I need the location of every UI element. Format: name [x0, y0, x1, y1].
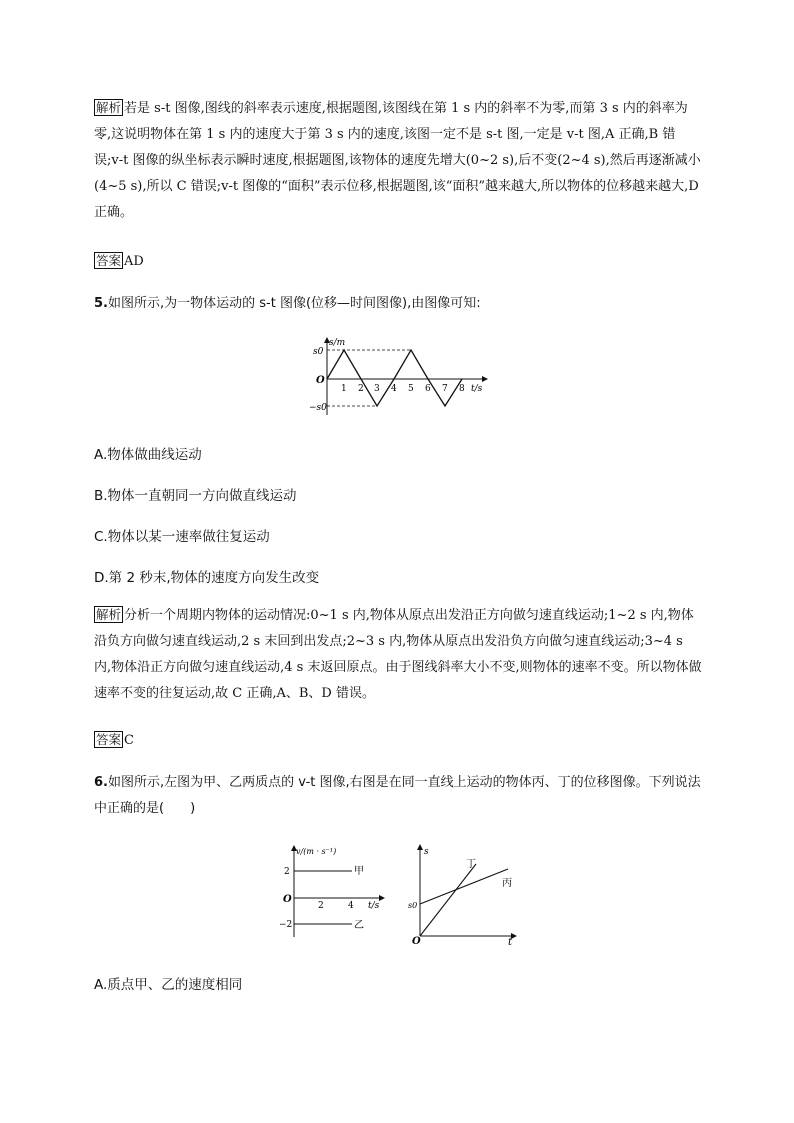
xtick-2: 2	[318, 901, 324, 911]
st-ylabel: s/m	[329, 338, 346, 348]
question-number: 5.	[94, 296, 108, 311]
question-6-stem	[94, 770, 704, 822]
question-5-stem	[94, 291, 704, 317]
origin-label: O	[412, 936, 421, 947]
origin-label: O	[316, 375, 325, 386]
question-number: 6.	[94, 775, 108, 790]
option-a[interactable]: A.质点甲、乙的速度相同	[94, 977, 243, 993]
series-bing-line	[420, 869, 508, 904]
series-jia-label: 甲	[354, 866, 364, 877]
tick-1: 1	[341, 384, 347, 394]
tick-8: 8	[459, 384, 465, 394]
tick-7: 7	[442, 384, 448, 394]
series-ding-label: 丁	[466, 859, 476, 870]
option-b[interactable]: B.物体一直朝同一方向做直线运动	[94, 488, 297, 504]
vt-ylabel: v/(m · s⁻¹)	[296, 847, 337, 856]
tick-6: 6	[425, 384, 431, 394]
answer-block-2	[94, 728, 704, 754]
answer-value: AD	[124, 254, 144, 269]
option-a[interactable]: A.物体做曲线运动	[94, 447, 202, 463]
option-d[interactable]: D.第 2 秒末,物体的速度方向发生改变	[94, 570, 320, 586]
analysis-tag: 解析	[96, 100, 122, 115]
tick-3: 3	[374, 384, 380, 394]
xtick-4: 4	[348, 901, 354, 911]
answer-tag: 答案	[96, 253, 122, 268]
st-line	[327, 350, 462, 406]
s0-label: s0	[408, 901, 418, 910]
option-c[interactable]: C.物体以某一速率做往复运动	[94, 529, 270, 545]
answer-tag: 答案	[96, 732, 122, 747]
vt-xlabel: t/s	[368, 901, 380, 911]
tick-5: 5	[408, 384, 414, 394]
st-graph	[305, 335, 495, 420]
analysis-block-2	[94, 603, 704, 707]
series-yi-label: 乙	[354, 920, 364, 931]
question-text: 如图所示,为一物体运动的 s-t 图像(位移—时间图像),由图像可知:	[107, 296, 481, 311]
pos-xlabel: t	[508, 937, 513, 947]
analysis-text: 分析一个周期内物体的运动情况:0~1 s 内,物体从原点出发沿正方向做匀速直线运动;1~2 s 内,物体沿负方向做匀速直线运动,2 s 末回到出发点;2~3 s 内,物体从原点出发沿负方向做匀速直线运动;3~4 s 内,物体沿正方向做匀速直线运动,4 s 末返回原点。由于图线斜率大小不变,则物体的速率不变。所以物体做速率不变的往复运动,故 C 正确,A、B、D 错误。	[94, 608, 702, 701]
ytick-2: 2	[284, 867, 290, 877]
s0-label: s0	[313, 347, 324, 357]
vt-graph	[276, 842, 386, 942]
tick-4: 4	[391, 384, 397, 394]
series-ding-line	[420, 864, 476, 936]
position-graph	[404, 842, 524, 947]
analysis-block-1	[94, 96, 704, 226]
neg-s0-label: −s0	[309, 403, 327, 413]
analysis-text: 若是 s-t 图像,图线的斜率表示速度,根据题图,该图线在第 1 s 内的斜率不为零,而第 3 s 内的斜率为零,这说明物体在第 1 s 内的速度大于第 3 s 内的速度,该图一定不是 s-t 图,一定是 v-t 图,A 正确,B 错误;v-t 图像的纵坐标表示瞬时速度,根据题图,该物体的速度先增大(0~2 s),后不变(2~4 s),然后再逐渐减小(4~5 s),所以 C 错误;v-t 图像的“面积”表示位移,根据题图,该“面积”越来越大,所以物体的位移越来越大,D 正确。	[94, 101, 701, 220]
pos-ylabel: s	[424, 847, 429, 857]
question-text: 如图所示,左图为甲、乙两质点的 v-t 图像,右图是在同一直线上运动的物体丙、丁的位移图像。下列说法中正确的是( )	[94, 775, 701, 816]
tick-2: 2	[358, 384, 364, 394]
answer-value: C	[124, 733, 134, 748]
analysis-tag: 解析	[96, 607, 122, 622]
st-xlabel: t/s	[471, 384, 483, 394]
series-bing-label: 丙	[502, 878, 512, 889]
ytick-neg2: −2	[279, 920, 293, 930]
answer-block-1	[94, 249, 704, 275]
origin-label: O	[283, 894, 292, 905]
